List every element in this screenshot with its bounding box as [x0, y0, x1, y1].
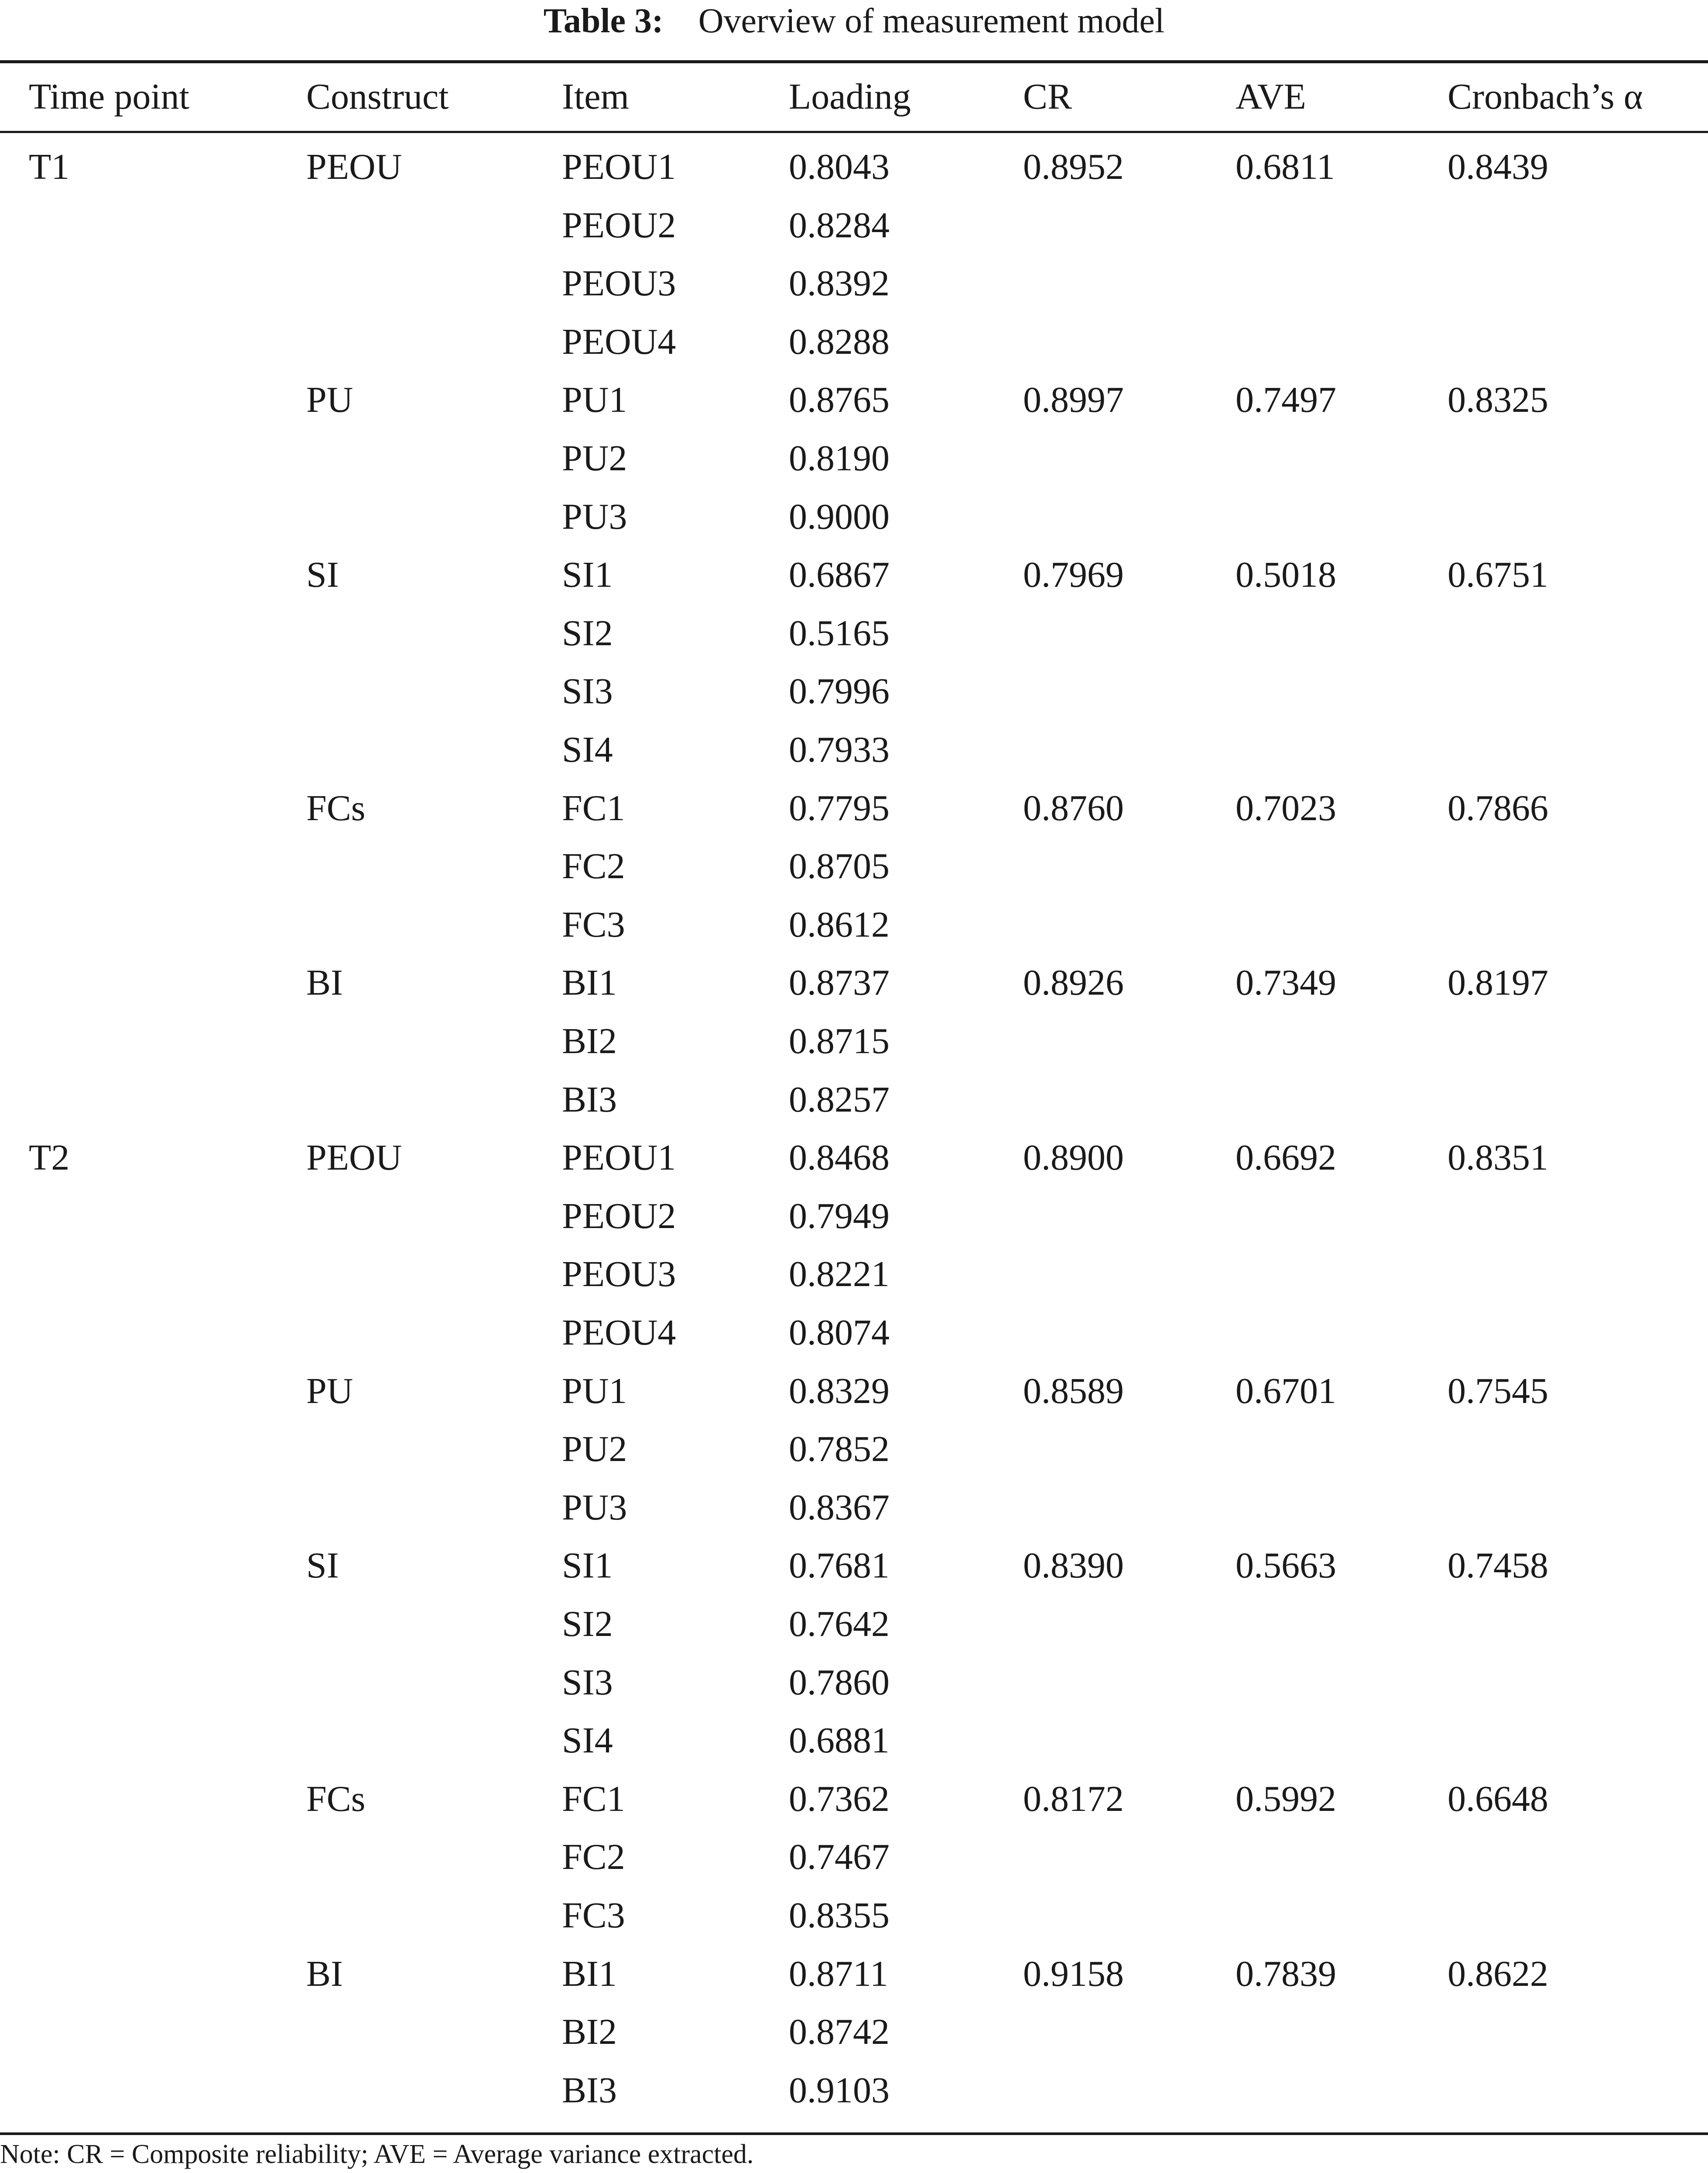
cell-item: SI4 — [562, 1720, 613, 1761]
cell-item: BI2 — [562, 2012, 617, 2052]
cell-cronbach-alpha: 0.6648 — [1448, 1779, 1548, 1819]
table-row — [0, 145, 1708, 204]
cell-cr: 0.9158 — [1023, 1954, 1124, 1994]
cell-item: PEOU3 — [562, 1254, 676, 1294]
cell-cronbach-alpha: 0.7545 — [1448, 1371, 1548, 1411]
table-row — [0, 2069, 1708, 2127]
cell-item: SI4 — [562, 729, 613, 770]
cell-cronbach-alpha: 0.6751 — [1448, 554, 1548, 595]
cell-cr: 0.8172 — [1023, 1779, 1124, 1819]
table-body — [0, 145, 1708, 2117]
cell-item: PU1 — [562, 1371, 627, 1411]
table-row — [0, 1486, 1708, 1544]
table-row — [0, 1427, 1708, 1486]
table-top-rule — [0, 60, 1708, 63]
cell-cronbach-alpha: 0.8325 — [1448, 380, 1548, 420]
cell-loading: 0.7852 — [789, 1429, 890, 1469]
cell-item: PU1 — [562, 380, 627, 420]
header-construct: Construct — [306, 76, 449, 117]
cell-item: SI1 — [562, 1545, 613, 1586]
table-row — [0, 204, 1708, 262]
cell-construct: FCs — [306, 1779, 366, 1819]
cell-ave: 0.7349 — [1236, 962, 1336, 1003]
cell-loading: 0.8715 — [789, 1021, 890, 1061]
cell-loading: 0.8257 — [789, 1079, 890, 1120]
cell-item: PEOU3 — [562, 263, 676, 304]
table-row — [0, 1194, 1708, 1253]
cell-loading: 0.7933 — [789, 729, 890, 770]
table-row — [0, 1252, 1708, 1311]
table-row — [0, 437, 1708, 495]
table-row — [0, 1020, 1708, 1078]
header-cr: CR — [1023, 76, 1072, 117]
cell-ave: 0.6811 — [1236, 147, 1335, 187]
cell-item: BI3 — [562, 1079, 617, 1120]
cell-loading: 0.6867 — [789, 554, 890, 595]
cell-loading: 0.8367 — [789, 1487, 890, 1528]
cell-item: BI1 — [562, 1954, 617, 1994]
cell-cr: 0.8760 — [1023, 788, 1124, 828]
cell-cr: 0.8589 — [1023, 1371, 1124, 1411]
cell-cronbach-alpha: 0.7866 — [1448, 788, 1548, 828]
table-row — [0, 612, 1708, 670]
cell-item: FC1 — [562, 788, 625, 828]
cell-cronbach-alpha: 0.8197 — [1448, 962, 1548, 1003]
table-row — [0, 961, 1708, 1020]
cell-cronbach-alpha: 0.7458 — [1448, 1545, 1548, 1586]
table-row — [0, 1719, 1708, 1777]
cell-loading: 0.8288 — [789, 322, 890, 362]
cell-ave: 0.6692 — [1236, 1137, 1336, 1178]
cell-loading: 0.8043 — [789, 147, 890, 187]
table-row — [0, 553, 1708, 612]
cell-item: PEOU4 — [562, 1312, 676, 1353]
table-caption-label: Table 3: — [543, 2, 664, 40]
cell-item: PU3 — [562, 496, 627, 537]
table-header-row — [0, 63, 1708, 131]
cell-loading: 0.8329 — [789, 1371, 890, 1411]
cell-loading: 0.8612 — [789, 904, 890, 945]
cell-time-point: T2 — [29, 1137, 70, 1178]
cell-ave: 0.7839 — [1236, 1954, 1336, 1994]
cell-construct: PU — [306, 380, 353, 420]
table-row — [0, 1136, 1708, 1194]
cell-item: SI2 — [562, 613, 613, 654]
cell-ave: 0.7497 — [1236, 380, 1336, 420]
cell-ave: 0.6701 — [1236, 1371, 1336, 1411]
table-caption-title: Overview of measurement model — [698, 2, 1165, 40]
cell-loading: 0.8392 — [789, 263, 890, 304]
cell-loading: 0.7467 — [789, 1837, 890, 1877]
cell-cronbach-alpha: 0.8351 — [1448, 1137, 1548, 1178]
cell-item: PEOU2 — [562, 1196, 676, 1236]
cell-construct: SI — [306, 1545, 339, 1586]
table-row — [0, 320, 1708, 379]
cell-loading: 0.8284 — [789, 205, 890, 246]
cell-item: BI2 — [562, 1021, 617, 1061]
table-row — [0, 1835, 1708, 1894]
table-row — [0, 378, 1708, 437]
cell-cr: 0.8997 — [1023, 380, 1124, 420]
cell-cr: 0.8952 — [1023, 147, 1124, 187]
cell-item: BI1 — [562, 962, 617, 1003]
cell-ave: 0.5018 — [1236, 554, 1336, 595]
table-row — [0, 670, 1708, 728]
cell-item: FC2 — [562, 1837, 625, 1877]
cell-loading: 0.8190 — [789, 438, 890, 479]
cell-time-point: T1 — [29, 147, 70, 187]
table-bottom-rule — [0, 2132, 1708, 2135]
cell-construct: PU — [306, 1371, 353, 1411]
cell-loading: 0.5165 — [789, 613, 890, 654]
table-row — [0, 1078, 1708, 1136]
cell-item: PEOU1 — [562, 147, 676, 187]
cell-item: PEOU4 — [562, 322, 676, 362]
cell-loading: 0.8711 — [789, 1954, 888, 1994]
table-caption-spacer — [672, 2, 690, 40]
cell-item: FC3 — [562, 1895, 625, 1936]
header-loading: Loading — [789, 76, 911, 117]
cell-item: PU2 — [562, 1429, 627, 1469]
cell-loading: 0.9000 — [789, 496, 890, 537]
header-time-point: Time point — [29, 76, 189, 117]
cell-item: PU2 — [562, 438, 627, 479]
cell-loading: 0.8221 — [789, 1254, 890, 1294]
table-caption — [0, 0, 1708, 42]
table-row — [0, 1369, 1708, 1428]
cell-cr: 0.7969 — [1023, 554, 1124, 595]
cell-cr: 0.8900 — [1023, 1137, 1124, 1178]
table-row — [0, 1602, 1708, 1661]
cell-loading: 0.8742 — [789, 2012, 890, 2052]
cell-item: FC3 — [562, 904, 625, 945]
table-row — [0, 787, 1708, 845]
table-note: Note: CR = Composite reliability; AVE = Average variance extracted. — [0, 2139, 754, 2169]
cell-loading: 0.8705 — [789, 846, 890, 886]
cell-item: SI2 — [562, 1604, 613, 1644]
table-row — [0, 495, 1708, 554]
table-row — [0, 1952, 1708, 2011]
cell-construct: BI — [306, 962, 343, 1003]
cell-cr: 0.8926 — [1023, 962, 1124, 1003]
cell-loading: 0.8765 — [789, 380, 890, 420]
cell-item: SI1 — [562, 554, 613, 595]
cell-cr: 0.8390 — [1023, 1545, 1124, 1586]
cell-loading: 0.8355 — [789, 1895, 890, 1936]
table-row — [0, 1777, 1708, 1836]
header-ave: AVE — [1236, 76, 1306, 117]
table-header-rule — [0, 131, 1708, 133]
cell-loading: 0.8074 — [789, 1312, 890, 1353]
cell-loading: 0.7362 — [789, 1779, 890, 1819]
cell-ave: 0.5663 — [1236, 1545, 1336, 1586]
cell-construct: PEOU — [306, 147, 402, 187]
cell-loading: 0.8468 — [789, 1137, 890, 1178]
cell-item: SI3 — [562, 1662, 613, 1703]
cell-loading: 0.6881 — [789, 1720, 890, 1761]
cell-item: FC1 — [562, 1779, 625, 1819]
cell-construct: FCs — [306, 788, 366, 828]
cell-ave: 0.7023 — [1236, 788, 1336, 828]
cell-loading: 0.7681 — [789, 1545, 890, 1586]
table-row — [0, 728, 1708, 787]
cell-loading: 0.7949 — [789, 1196, 890, 1236]
cell-construct: PEOU — [306, 1137, 402, 1178]
table-row — [0, 1311, 1708, 1369]
cell-ave: 0.5992 — [1236, 1779, 1336, 1819]
cell-cronbach-alpha: 0.8622 — [1448, 1954, 1548, 1994]
table-row — [0, 1894, 1708, 1952]
cell-construct: SI — [306, 554, 339, 595]
cell-item: PEOU1 — [562, 1137, 676, 1178]
cell-item: FC2 — [562, 846, 625, 886]
cell-loading: 0.7996 — [789, 671, 890, 712]
table-row — [0, 2010, 1708, 2069]
cell-loading: 0.9103 — [789, 2070, 890, 2111]
cell-loading: 0.7642 — [789, 1604, 890, 1644]
cell-loading: 0.7860 — [789, 1662, 890, 1703]
cell-item: PEOU2 — [562, 205, 676, 246]
table-row — [0, 903, 1708, 962]
table-row — [0, 845, 1708, 903]
cell-loading: 0.7795 — [789, 788, 890, 828]
cell-item: BI3 — [562, 2070, 617, 2111]
table-row — [0, 1661, 1708, 1719]
cell-construct: BI — [306, 1954, 343, 1994]
cell-item: PU3 — [562, 1487, 627, 1528]
cell-loading: 0.8737 — [789, 962, 890, 1003]
table-row — [0, 262, 1708, 320]
table-row — [0, 1544, 1708, 1602]
cell-cronbach-alpha: 0.8439 — [1448, 147, 1548, 187]
header-item: Item — [562, 76, 629, 117]
cell-item: SI3 — [562, 671, 613, 712]
header-cronbach-alpha: Cronbach’s α — [1448, 76, 1643, 117]
